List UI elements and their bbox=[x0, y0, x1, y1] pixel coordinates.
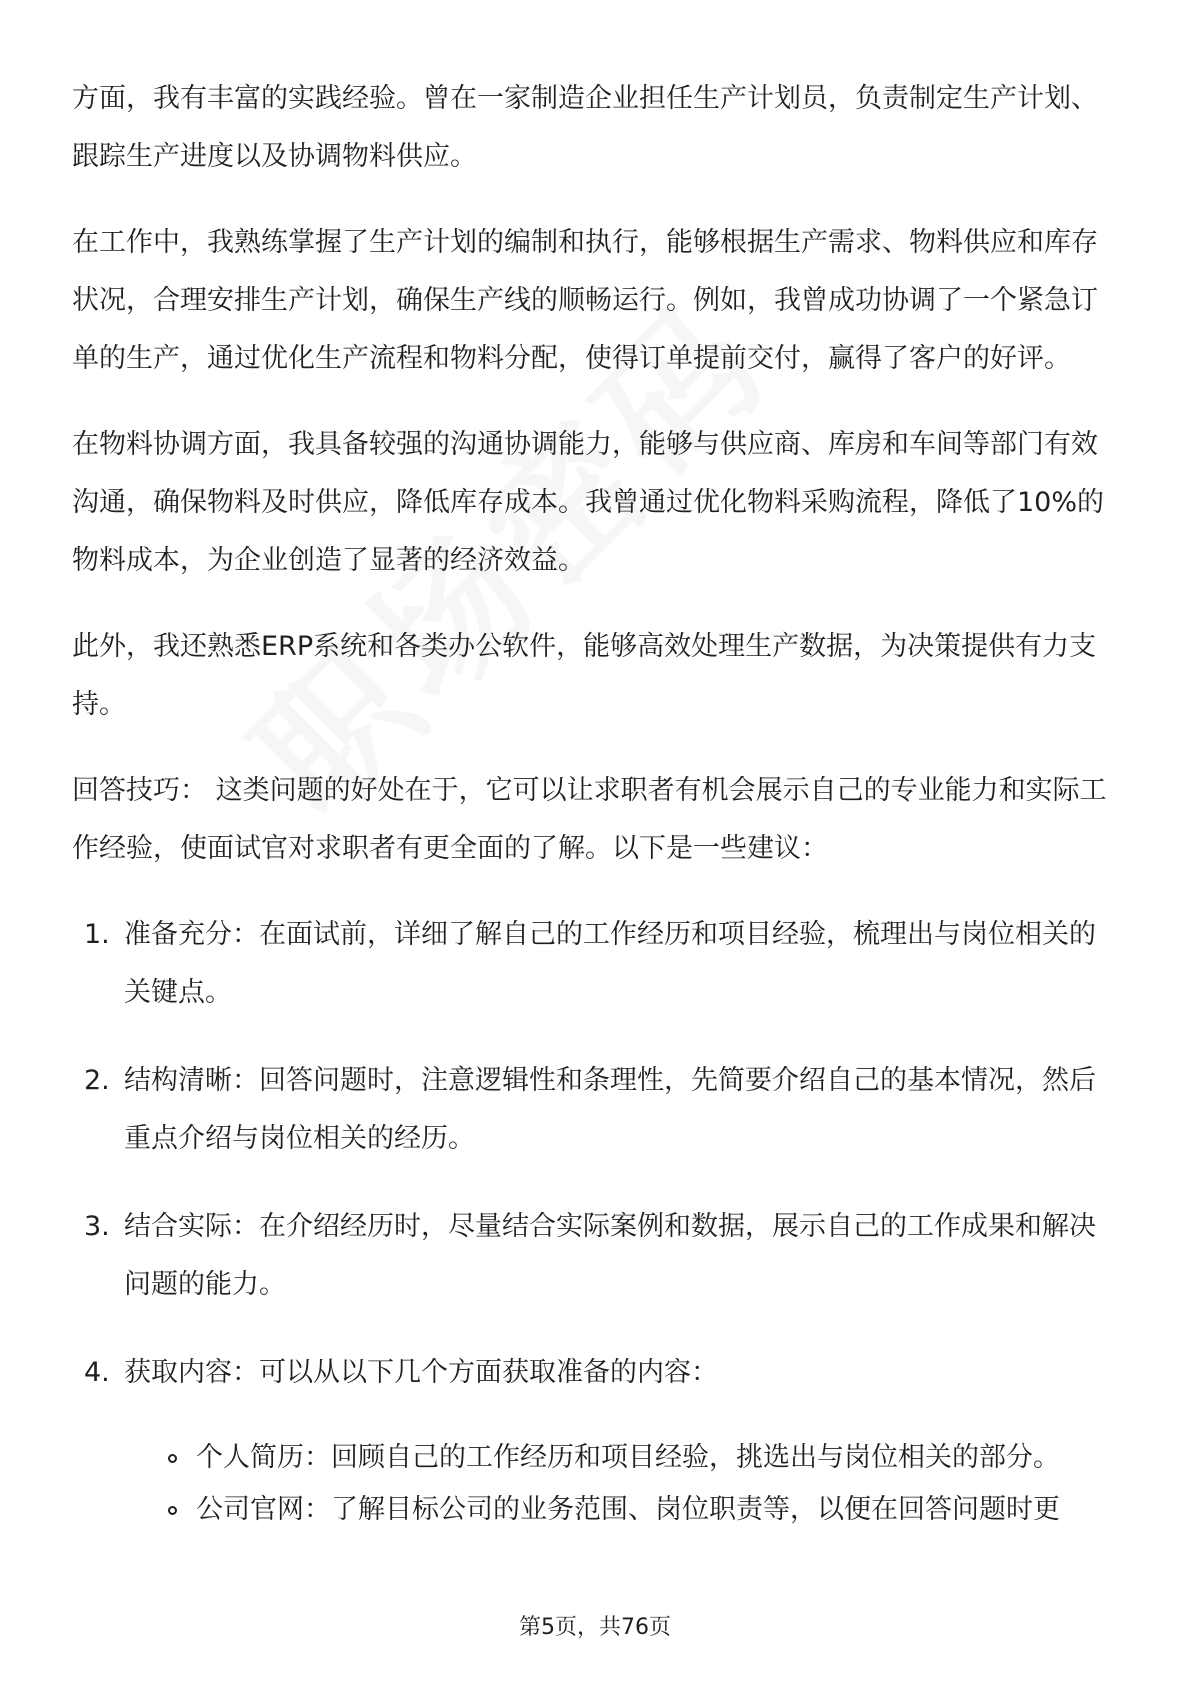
list-item bbox=[72, 1052, 1122, 1168]
list-number: 4. bbox=[84, 1357, 110, 1388]
sub-list-item: 个人简历：回顾自己的工作经历和项目经验，挑选出与岗位相关的部分。 bbox=[168, 1432, 1122, 1484]
list-item-text: 准备充分：在面试前，详细了解自己的工作经历和项目经验，梳理出与岗位相关的关键点。 bbox=[124, 919, 1096, 1008]
content-source-list bbox=[72, 1432, 1122, 1536]
paragraph-planning-work: 在工作中，我熟练掌握了生产计划的编制和执行，能够根据生产需求、物料供应和库存状况，合理安排生产计划，确保生产线的顺畅运行。例如，我曾成功协调了一个紧急订单的生产，通过优化生产流程和物料分配，使得订单提前交付，赢得了客户的好评。 bbox=[72, 227, 1098, 374]
tips-list bbox=[72, 906, 1122, 1402]
list-item-text: 结合实际：在介绍经历时，尽量结合实际案例和数据，展示自己的工作成果和解决问题的能力。 bbox=[124, 1211, 1096, 1300]
paragraph-experience-intro: 方面，我有丰富的实践经验。曾在一家制造企业担任生产计划员，负责制定生产计划、跟踪生产进度以及协调物料供应。 bbox=[72, 83, 1098, 172]
list-number: 1. bbox=[84, 919, 110, 950]
list-item bbox=[72, 906, 1122, 1022]
paragraph-answer-tips: 回答技巧： 这类问题的好处在于，它可以让求职者有机会展示自己的专业能力和实际工作经验，使面试官对求职者有更全面的了解。以下是一些建议： bbox=[72, 775, 1107, 864]
list-number: 3. bbox=[84, 1211, 110, 1242]
paragraph-material-coordination: 在物料协调方面，我具备较强的沟通协调能力，能够与供应商、库房和车间等部门有效沟通，确保物料及时供应，降低库存成本。我曾通过优化物料采购流程，降低了10%的物料成本，为企业创造了显著的经济效益。 bbox=[72, 429, 1105, 576]
list-item bbox=[72, 1344, 1122, 1402]
list-number: 2. bbox=[84, 1065, 110, 1096]
page-footer: 第5页，共76页 bbox=[519, 1615, 671, 1640]
list-item-text: 获取内容：可以从以下几个方面获取准备的内容： bbox=[124, 1357, 718, 1388]
sub-list-item: 公司官网：了解目标公司的业务范围、岗位职责等，以便在回答问题时更 bbox=[168, 1484, 1122, 1536]
paragraph-erp-skills: 此外，我还熟悉ERP系统和各类办公软件，能够高效处理生产数据，为决策提供有力支持。 bbox=[72, 631, 1097, 720]
document-body bbox=[72, 70, 1122, 1536]
list-item-text: 结构清晰：回答问题时，注意逻辑性和条理性，先简要介绍自己的基本情况，然后重点介绍与岗位相关的经历。 bbox=[124, 1065, 1096, 1154]
list-item bbox=[72, 1198, 1122, 1314]
